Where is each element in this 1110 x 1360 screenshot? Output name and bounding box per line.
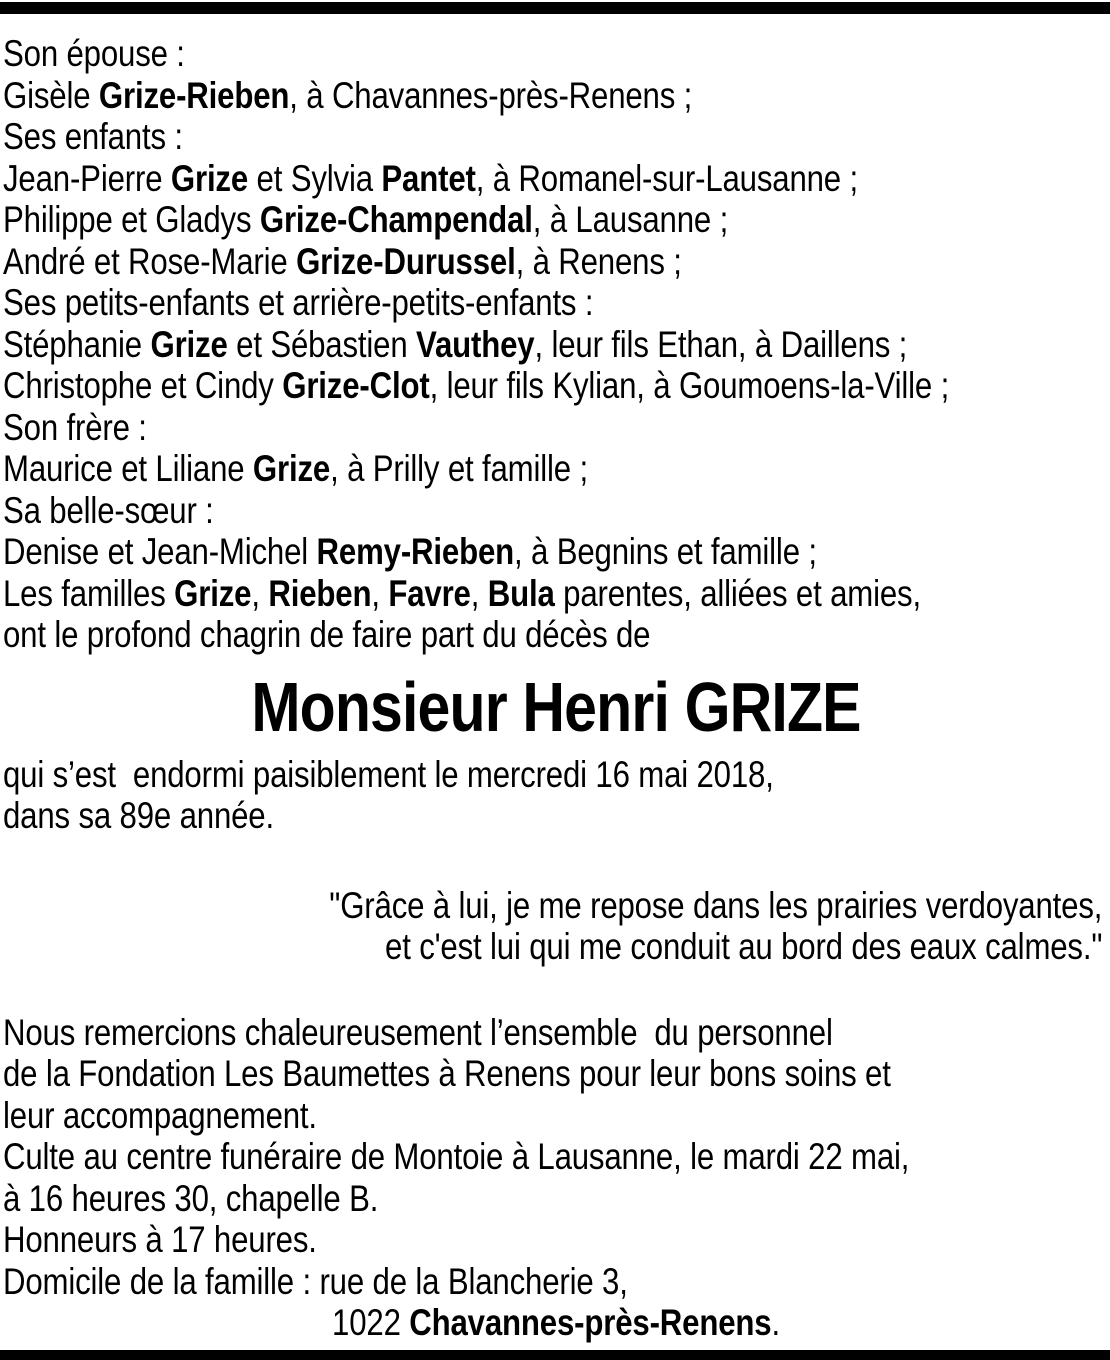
text-line	[3, 1095, 1109, 1137]
family-list	[3, 33, 1109, 656]
family-name-bold: Grize	[170, 157, 249, 199]
text-line	[3, 1302, 1109, 1344]
text-segment: , à Begnins et famille ;	[514, 531, 817, 572]
top-border-rule	[0, 2, 1110, 14]
family-name-bold: Grize-Champendal	[259, 199, 533, 240]
family-name-bold: Grize-Durussel	[296, 240, 516, 282]
text-line	[3, 531, 1109, 573]
text-segment: Culte au centre funéraire de Montoie à Lausanne, le mardi 22 mai,	[3, 1136, 910, 1177]
family-name-bold: Chavannes-près-Renens	[409, 1302, 772, 1343]
family-name-bold: Grize-Clot	[282, 365, 430, 406]
text-segment: et c'est lui qui me conduit au bord des eaux calmes."	[385, 926, 1103, 967]
family-name-bold: Grize	[252, 448, 331, 489]
text-line	[3, 490, 1109, 532]
text-segment: dans sa 89e année.	[3, 795, 274, 836]
text-segment: parentes, alliées et amies,	[554, 572, 921, 614]
text-line	[3, 75, 1109, 117]
text-segment: et Sébastien	[227, 323, 417, 365]
text-segment: , à Chavannes-près-Renens ;	[289, 74, 693, 116]
text-segment: , à Lausanne ;	[532, 199, 729, 240]
text-segment: Maurice et Liliane	[3, 448, 253, 489]
text-line	[3, 1219, 1109, 1261]
text-segment: à 16 heures 30, chapelle B.	[3, 1177, 379, 1219]
text-segment: Honneurs à 17 heures.	[3, 1219, 317, 1260]
text-segment: ,	[251, 572, 269, 614]
text-segment: , leur fils Kylian, à Goumoens-la-Ville ;	[429, 365, 950, 406]
text-segment: "Grâce à lui, je me repose dans les prairies verdoyantes,	[329, 884, 1103, 926]
text-segment: Denise et Jean-Michel	[3, 531, 317, 572]
text-segment: qui s’est endormi paisiblement le mercredi 16 mai 2018,	[3, 753, 774, 795]
text-segment: André et Rose-Marie	[3, 240, 297, 282]
family-name-bold: Pantet	[381, 157, 476, 199]
text-segment: et Sylvia	[248, 157, 382, 199]
text-line	[3, 407, 1109, 449]
text-segment: ,	[371, 572, 389, 614]
family-name-bold: Remy-Rieben	[316, 531, 515, 572]
text-segment: ,	[470, 572, 488, 614]
text-segment: Domicile de la famille : rue de la Blancherie 3,	[3, 1260, 628, 1302]
family-name-bold: Favre	[388, 572, 471, 614]
text-line	[3, 241, 1109, 283]
bottom-border-rule	[0, 1350, 1110, 1360]
text-line	[3, 754, 1109, 796]
text-line	[3, 116, 1109, 158]
text-segment: , leur fils Ethan, à Daillens ;	[534, 323, 908, 365]
text-segment: Les familles	[3, 572, 175, 614]
text-line	[3, 1136, 1109, 1178]
family-name-bold: Grize	[150, 323, 228, 365]
text-segment: , à Romanel-sur-Lausanne ;	[475, 157, 858, 199]
text-segment: Philippe et Gladys	[3, 199, 260, 240]
text-line	[3, 282, 1109, 324]
text-segment: Ses petits-enfants et arrière-petits-enfants :	[3, 282, 594, 323]
text-line	[3, 1261, 1109, 1303]
text-line	[3, 33, 1109, 75]
text-line	[3, 885, 1102, 927]
text-line	[3, 1012, 1109, 1054]
text-line	[3, 614, 1109, 656]
text-segment: Nous remercions chaleureusement l’ensemble du personnel	[3, 1011, 833, 1053]
text-segment: .	[771, 1302, 780, 1343]
text-segment: 1022	[332, 1302, 410, 1343]
text-segment: Sa belle-sœur :	[3, 489, 214, 531]
death-statement	[3, 754, 1109, 837]
family-name-bold: Vauthey	[416, 323, 535, 365]
text-line	[3, 573, 1109, 615]
text-segment: , à Prilly et famille ;	[330, 448, 588, 489]
text-line	[3, 1178, 1109, 1220]
deceased-name-title: Monsieur Henri GRIZE	[251, 667, 861, 746]
closing-details	[3, 1012, 1109, 1303]
text-segment: leur accompagnement.	[3, 1094, 317, 1136]
text-line	[3, 1053, 1109, 1095]
family-name-bold: Grize-Rieben	[98, 74, 290, 116]
text-segment: Gisèle	[3, 74, 99, 116]
text-segment: Son frère :	[3, 406, 147, 448]
family-name-bold: Grize	[174, 572, 252, 614]
text-line	[3, 199, 1109, 241]
text-segment: Stéphanie	[3, 323, 151, 365]
text-line	[3, 926, 1102, 968]
family-address-line	[3, 1302, 1109, 1344]
text-segment: Ses enfants :	[3, 116, 183, 157]
announcement-text	[3, 33, 1109, 1344]
text-segment: Jean-Pierre	[3, 157, 171, 199]
text-segment: ont le profond chagrin de faire part du décès de	[3, 614, 651, 655]
text-segment: , à Renens ;	[515, 240, 682, 282]
text-line	[3, 795, 1109, 837]
text-line	[3, 158, 1109, 200]
scripture-quote	[3, 885, 1109, 968]
text-segment: Son épouse :	[3, 33, 185, 74]
text-segment: Christophe et Cindy	[3, 365, 283, 406]
family-name-bold: Bula	[487, 572, 555, 614]
text-line	[3, 448, 1109, 490]
family-name-bold: Rieben	[268, 572, 372, 614]
text-line	[3, 365, 1109, 407]
text-line	[3, 324, 1109, 366]
text-segment: de la Fondation Les Baumettes à Renens pour leur bons soins et	[3, 1053, 891, 1094]
